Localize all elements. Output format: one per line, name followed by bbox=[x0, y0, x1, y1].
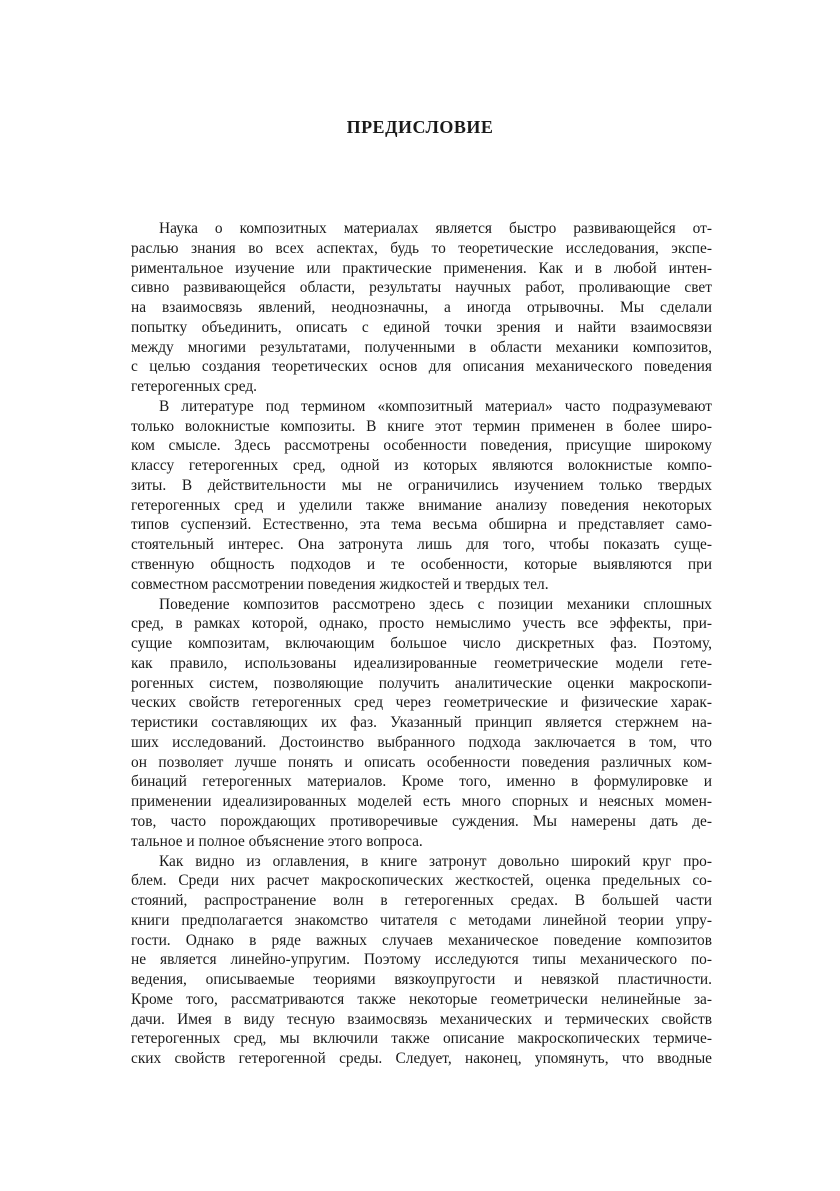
text-line: совместном рассмотрении поведения жидкостей и твердых тел. bbox=[131, 575, 549, 593]
body-text bbox=[131, 219, 712, 1069]
text-line: стоятельный интерес. Она затронута лишь для того, чтобы показать суще- bbox=[131, 536, 712, 554]
text-line: блем. Среди них расчет макроскопических жесткостей, оценка предельных со- bbox=[131, 872, 712, 890]
text-line: Кроме того, рассматриваются также некоторые геометрически нелинейные за- bbox=[131, 990, 712, 1008]
text-line: В литературе под термином «композитный материал» часто подразумевают bbox=[159, 397, 712, 415]
text-line: гетерогенных сред, мы включили также описание макроскопических термиче- bbox=[131, 1030, 712, 1048]
text-line: ших исследований. Достоинство выбранного подхода заключается в том, что bbox=[131, 733, 712, 751]
text-line: с целью создания теоретических основ для описания механического поведения bbox=[131, 358, 712, 376]
text-line: не является линейно-упругим. Поэтому исследуются типы механического по- bbox=[131, 951, 712, 969]
text-line: ком смысле. Здесь рассмотрены особенности поведения, присущие широкому bbox=[131, 437, 712, 455]
text-line: зиты. В действительности мы не ограничились изучением только твердых bbox=[131, 476, 712, 494]
text-line: гости. Однако в ряде важных случаев механическое поведение композитов bbox=[131, 931, 712, 949]
text-line: попытку объединить, описать с единой точки зрения и найти взаимосвязи bbox=[131, 318, 712, 336]
text-line: ских свойств гетерогенной среды. Следует, наконец, упомянуть, что вводные bbox=[131, 1050, 712, 1068]
text-line: сивно развивающейся области, результаты научных работ, проливающие свет bbox=[131, 279, 712, 297]
text-line: книги предполагается знакомство читателя с методами линейной теории упру- bbox=[131, 911, 712, 929]
text-line: Поведение композитов рассмотрено здесь с позиции механики сплошных bbox=[159, 595, 712, 613]
text-line: на взаимосвязь явлений, неоднозначны, а иногда отрывочны. Мы сделали bbox=[131, 299, 712, 317]
text-line: ческих свойств гетерогенных сред через геометрические и физические харак- bbox=[131, 694, 712, 712]
paragraph bbox=[131, 852, 712, 1069]
text-line: между многими результатами, полученными в области механики композитов, bbox=[131, 338, 712, 356]
text-line: как правило, использованы идеализированные геометрические модели гете- bbox=[131, 654, 712, 672]
text-line: классу гетерогенных сред, одной из которых являются волокнистые компо- bbox=[131, 457, 712, 475]
text-line: риментальное изучение или практические применения. Как и в любой интен- bbox=[131, 259, 712, 277]
text-line: Наука о композитных материалах является быстро развивающейся от- bbox=[159, 220, 712, 237]
paragraph bbox=[131, 219, 712, 397]
text-line: гетерогенных сред. bbox=[131, 378, 258, 396]
text-line: только волокнистые композиты. В книге этот термин применен в более широ- bbox=[131, 417, 712, 435]
text-line: теристики составляющих их фаз. Указанный принцип является стержнем на- bbox=[131, 714, 712, 732]
text-line: ственную общность подходов и те особенности, которые выявляются при bbox=[131, 556, 712, 574]
text-line: дачи. Имея в виду тесную взаимосвязь механических и термических свойств bbox=[131, 1010, 712, 1028]
text-line: рогенных систем, позволяющие получить аналитические оценки макроскопи- bbox=[131, 674, 712, 692]
text-line: гетерогенных сред и уделили также внимание анализу поведения некоторых bbox=[131, 496, 712, 514]
text-line: применении идеализированных моделей есть много спорных и неясных момен- bbox=[131, 793, 712, 811]
paragraph bbox=[131, 595, 712, 852]
text-line: типов суспензий. Естественно, эта тема весьма обширна и представляет само- bbox=[131, 516, 712, 534]
text-line: тов, часто порождающих противоречивые суждения. Мы намерены дать де- bbox=[131, 812, 712, 830]
paragraph bbox=[131, 397, 712, 595]
text-line: ведения, описываемые теориями вязкоупругости и невязкой пластичности. bbox=[131, 971, 712, 989]
text-line: бинаций гетерогенных материалов. Кроме того, именно в формулировке и bbox=[131, 773, 712, 791]
text-line: стояний, распространение волн в гетерогенных средах. В большей части bbox=[131, 892, 712, 910]
text-line: он позволяет лучше понять и описать особенности поведения различных ком- bbox=[131, 753, 712, 771]
text-line: сред, в рамках которой, однако, просто немыслимо учесть все эффекты, при- bbox=[131, 615, 712, 633]
text-line: Как видно из оглавления, в книге затронут довольно широкий круг про- bbox=[159, 852, 712, 870]
text-line: сущие композитам, включающим большое число дискретных фаз. Поэтому, bbox=[131, 635, 712, 653]
text-line: раслью знания во всех аспектах, будь то теоретические исследования, экспе- bbox=[131, 239, 712, 257]
page-title: ПРЕДИСЛОВИЕ bbox=[346, 117, 494, 137]
text-line: тальное и полное объяснение этого вопроса. bbox=[131, 832, 423, 850]
